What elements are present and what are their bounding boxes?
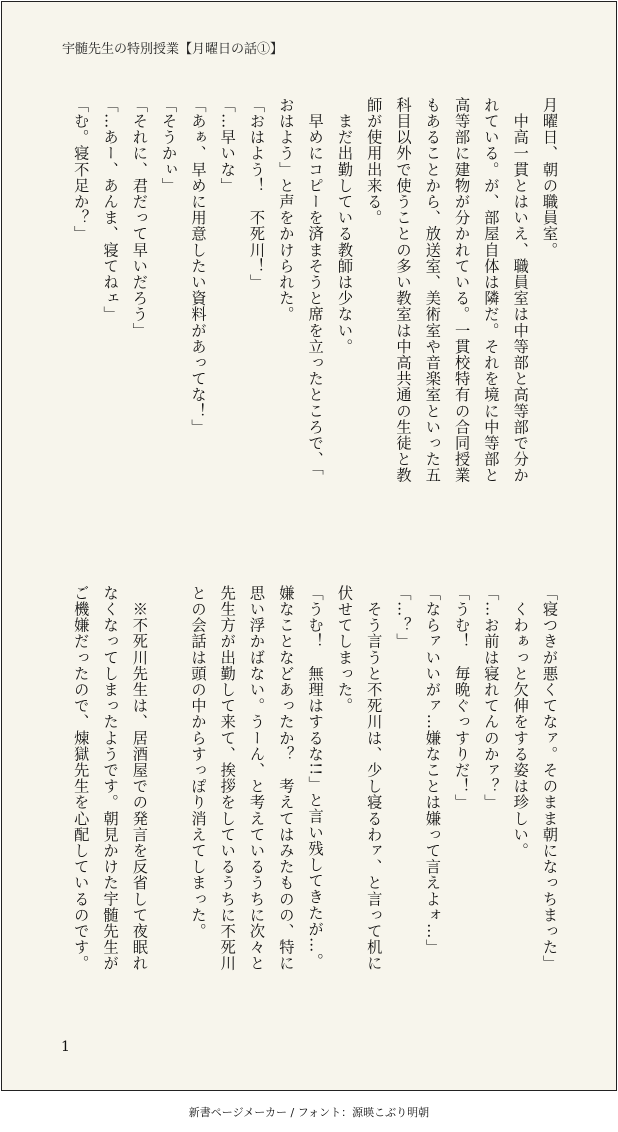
text-line: 「そうかぃ」 <box>160 97 179 194</box>
page-number: 1 <box>61 1039 70 1055</box>
blank-line <box>154 585 183 1010</box>
text-line: 「…？」 <box>394 585 413 650</box>
text-line: 伏せてしまった。 <box>335 585 354 714</box>
text-line: 中高一貫とはいえ、職員室は中等部と高等部で分か <box>511 97 530 484</box>
text-line: 「あぁ、早めに用意したい資料があってな！」 <box>189 97 208 436</box>
text-line: 「寝つきが悪くてなァ。そのまま朝になっちまった」 <box>541 585 559 972</box>
text-line: 思い浮かばない。うーん、と考えているうちに次々と <box>248 585 267 972</box>
text-line: 嫌なことなどあったか？ 考えてはみたものの、特に <box>277 585 296 972</box>
text-line: 「うむ！ 無理はするな!!」と言い残してきたが…。 <box>306 585 325 970</box>
text-line: 科目以外で使うことの多い教室は中高共通の生徒と教 <box>394 97 413 484</box>
text-line: れている。が、部屋自体は隣だ。それを境に中等部と <box>482 97 501 484</box>
text-line: まだ出勤している教師は少ない。 <box>335 97 354 355</box>
text-line: 先生方が出勤して来て、挨拶をしているうちに不死川 <box>218 585 237 972</box>
text-line: との会話は頭の中からすっぽり消えてしまった。 <box>189 585 208 940</box>
text-line: ※不死川先生は、居酒屋での発言を反省して夜眠れ <box>130 585 149 972</box>
text-line: 「…早いな」 <box>218 97 237 194</box>
text-line: 「ならァいいがァ…嫌なことは嫌って言えよォ…」 <box>423 585 442 956</box>
text-line: ご機嫌だったので、煉獄先生を心配しているのです。 <box>72 585 91 972</box>
text-line: 「…お前は寝れてんのかァ？」 <box>482 585 501 811</box>
text-line: 師が使用出来る。 <box>365 97 384 226</box>
text-line: おはよう」と声をかけられた。 <box>277 97 296 323</box>
text-line: 「うむ！ 毎晩ぐっすりだ！」 <box>453 585 472 811</box>
novel-page <box>1 1 617 1091</box>
text-line: 「おはよう！ 不死川！」 <box>248 97 267 291</box>
text-line: 「む。寝不足か？」 <box>72 97 91 242</box>
text-line: 月曜日、朝の職員室。 <box>541 97 559 258</box>
text-line: 「…あー、あんま、寝てねェ」 <box>101 97 120 323</box>
text-line: なくなってしまったようです。朝見かけた宇髄先生が <box>101 585 120 972</box>
text-line: 高等部に建物が分かれている。一貫校特有の合同授業 <box>453 97 472 484</box>
page-title: 宇髄先生の特別授業【月曜日の話①】 <box>62 42 284 57</box>
footer-credit: 新書ページメーカー / フォント：源暎こぶり明朝 <box>188 1106 430 1119</box>
text-block-top <box>64 97 564 557</box>
text-line: 早めにコピーを済まそうと席を立ったところで、「 <box>306 97 325 476</box>
text-line: そう言うと不死川は、少し寝るわァ、と言って机に <box>365 585 384 972</box>
text-block-bottom <box>64 585 564 1010</box>
text-line: 「それに、君だって早いだろう」 <box>130 97 149 339</box>
text-line: くわぁっと欠伸をする姿は珍しい。 <box>511 585 530 859</box>
text-line: もあることから、放送室、美術室や音楽室といった五 <box>423 97 442 484</box>
